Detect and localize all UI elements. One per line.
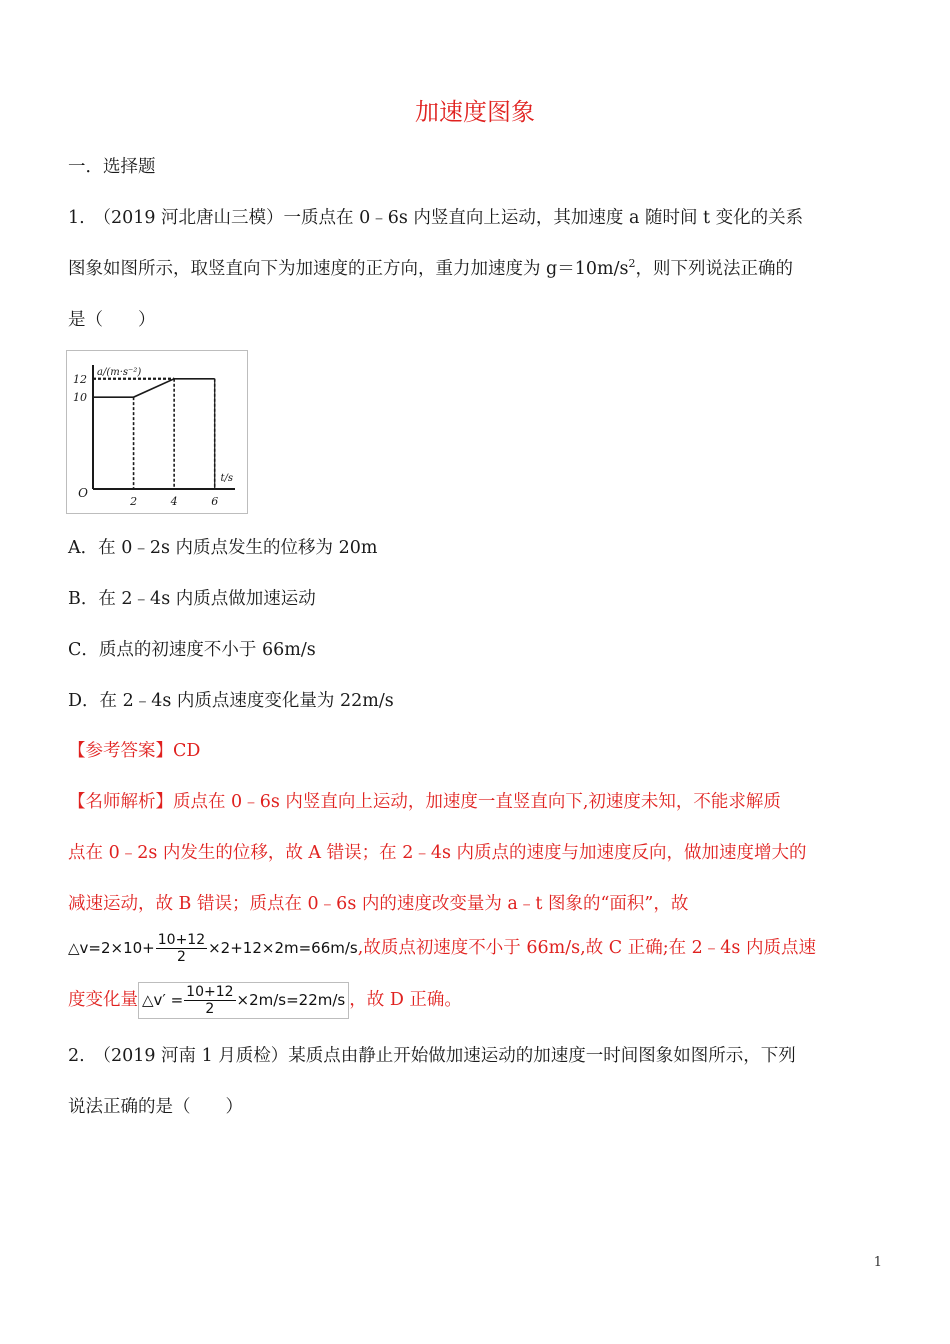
q1-option-c: C．质点的初速度不小于 66m/s — [68, 640, 316, 660]
q1-option-a: A．在 0﹣2s 内质点发生的位移为 20m — [68, 538, 378, 558]
equation-1-fraction — [156, 932, 207, 965]
q1-analysis-line5 — [68, 982, 462, 1019]
equation-1-suffix: ×2+12×2m=66m/s — [208, 939, 358, 957]
equation-2-suffix: ×2m/s=22m/s — [236, 991, 346, 1009]
y-axis-label: a/(m·s⁻²) — [97, 367, 142, 378]
chart-svg — [67, 351, 247, 513]
equation-2 — [138, 982, 349, 1019]
q1-analysis-line4 — [68, 932, 816, 965]
q1-answer: 【参考答案】CD — [68, 741, 201, 761]
y-tick-label-12: 12 — [73, 372, 87, 386]
equation-1 — [68, 932, 358, 965]
acceleration-time-graph — [66, 350, 248, 514]
q1-stem-line2-a: 图象如图所示，取竖直向下为加速度的正方向，重力加速度为 g＝10m/s — [68, 259, 629, 279]
series-line — [93, 379, 215, 397]
q1-stem-line2 — [68, 255, 793, 280]
origin-label: O — [78, 486, 88, 500]
section-heading: 一．选择题 — [68, 157, 156, 177]
q2-stem-line2: 说法正确的是（ ） — [68, 1097, 243, 1117]
equation-1-denominator: 2 — [176, 949, 186, 965]
x-tick-label-4: 4 — [170, 495, 178, 508]
q1-stem-line3: 是（ ） — [68, 310, 156, 330]
equation-2-fraction — [184, 984, 235, 1017]
q1-analysis-line5-suffix: ，故 D 正确。 — [349, 990, 462, 1010]
q1-analysis-line3: 减速运动，故 B 错误；质点在 0﹣6s 内的速度改变量为 a﹣t 图象的“面积”，故 — [68, 894, 689, 914]
equation-2-numerator: 10+12 — [186, 984, 234, 1000]
q1-analysis-line5-prefix: 度变化量 — [68, 990, 138, 1010]
x-tick-label-2: 2 — [130, 495, 138, 508]
equation-1-prefix: △v=2×10+ — [68, 939, 155, 957]
q1-analysis-line1: 【名师解析】质点在 0﹣6s 内竖直向上运动，加速度一直竖直向下,初速度未知，不能求解质 — [68, 792, 781, 812]
x-tick-label-6: 6 — [211, 495, 219, 508]
y-tick-label-10: 10 — [73, 391, 87, 405]
equation-1-numerator: 10+12 — [157, 932, 206, 948]
q1-option-b: B．在 2﹣4s 内质点做加速运动 — [68, 589, 316, 609]
q1-analysis-line4-text: ,故质点初速度不小于 66m/s,故 C 正确;在 2﹣4s 内质点速 — [357, 938, 816, 958]
q1-stem-line1: 1. （2019 河北唐山三模）一质点在 0﹣6s 内竖直向上运动，其加速度 a 随时间 t 变化的关系 — [68, 208, 804, 228]
x-axis-label: t/s — [220, 473, 233, 484]
page-number: 1 — [873, 1255, 882, 1270]
equation-2-denominator: 2 — [205, 1001, 215, 1017]
page-title: 加速度图象 — [415, 98, 535, 126]
q1-stem-line2-b: ，则下列说法正确的 — [635, 259, 794, 279]
q1-stem-superscript: 2 — [628, 257, 636, 270]
equation-2-prefix: △v′ = — [142, 991, 184, 1009]
q1-option-d: D．在 2﹣4s 内质点速度变化量为 22m/s — [68, 691, 394, 711]
q1-analysis-line2: 点在 0﹣2s 内发生的位移，故 A 错误；在 2﹣4s 内质点的速度与加速度反向，做加速度增大的 — [68, 843, 807, 863]
q2-stem-line1: 2. （2019 河南 1 月质检）某质点由静止开始做加速运动的加速度一时间图象如图所示，下列 — [68, 1046, 796, 1066]
